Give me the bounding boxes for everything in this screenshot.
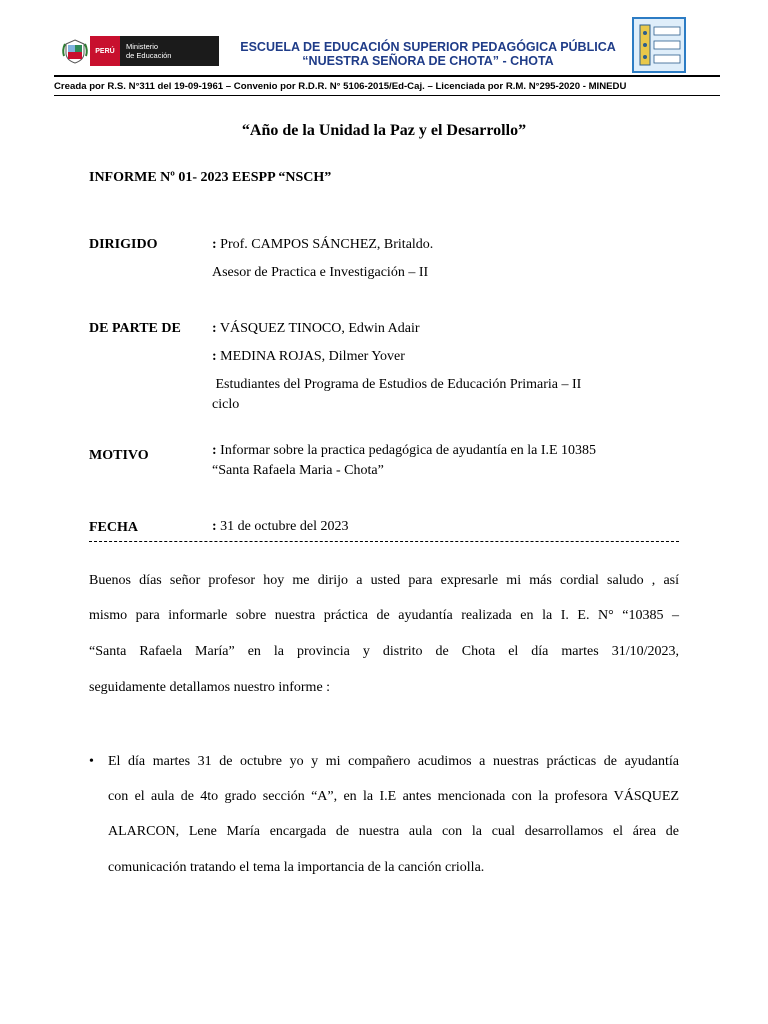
dirigido-label: DIRIGIDO — [89, 237, 158, 252]
ministry-logo — [60, 36, 219, 66]
coat-of-arms-icon — [60, 36, 90, 66]
creation-info: Creada por R.S. N°311 del 19-09-1961 – Convenio por R.D.R. N° 5106-2015/Ed-Caj. – Licenciada por R.M. N°295-2020 - MINEDU — [54, 81, 627, 92]
dirigido-line-1: Prof. CAMPOS SÁNCHEZ, Britaldo. — [220, 237, 434, 252]
peru-label: PERÚ — [90, 36, 120, 66]
intro-line-1: Buenos días señor profesor hoy me dirijo a usted para expresarle mi más cordial saludo , así — [89, 573, 679, 588]
departe-value-1 — [212, 321, 420, 337]
dashed-divider — [89, 541, 679, 542]
colon: : — [212, 443, 217, 458]
school-name — [226, 40, 630, 68]
school-crest-icon — [632, 17, 686, 73]
fecha-value — [212, 519, 348, 535]
ministry-line-2: de Educación — [126, 51, 172, 60]
motivo-line-1: Informar sobre la practica pedagógica de ayudantía en la I.E 10385 — [220, 443, 597, 458]
motivo-value — [212, 443, 596, 459]
intro-line-2: mismo para informarle sobre nuestra práctica de ayudantía realizada en la I. E. N° “10385 – — [89, 608, 679, 623]
departe-line-2: MEDINA ROJAS, Dilmer Yover — [220, 349, 405, 364]
departe-line-3: Estudiantes del Programa de Estudios de Educación Primaria – II — [212, 377, 582, 392]
departe-value-2 — [212, 349, 405, 365]
colon: : — [212, 321, 217, 336]
bullet-line-1: El día martes 31 de octubre yo y mi compañero acudimos a nuestras prácticas de ayudantía — [108, 754, 679, 769]
intro-line-4: seguidamente detallamos nuestro informe : — [89, 680, 331, 695]
dirigido-value — [212, 237, 433, 253]
departe-line-1: VÁSQUEZ TINOCO, Edwin Adair — [219, 321, 420, 336]
intro-line-3: “Santa Rafaela María” en la provincia y distrito de Chota el día martes 31/10/2023, — [89, 644, 679, 659]
report-number: INFORME Nº 01- 2023 EESPP “NSCH” — [89, 170, 332, 185]
year-title: “Año de la Unidad la Paz y el Desarrollo” — [241, 122, 527, 139]
dirigido-line-2: Asesor de Practica e Investigación – II — [212, 265, 429, 280]
bullet-line-2: con el aula de 4to grado sección “A”, en la I.E antes mencionada con la profesora VÁSQUEZ — [108, 789, 679, 804]
bullet-line-4: comunicación tratando el tema la importancia de la canción criolla. — [108, 860, 485, 875]
ministry-line-1: Ministerio — [126, 42, 159, 51]
departe-label: DE PARTE DE — [89, 321, 181, 336]
bullet-line-3: ALARCON, Lene María encargada de nuestra aula con la cual desarrollamos el área de — [108, 824, 679, 839]
header-divider-top — [54, 75, 720, 77]
bullet-symbol: • — [89, 754, 94, 769]
colon: : — [212, 519, 217, 534]
colon: : — [212, 237, 217, 252]
fecha-date: 31 de octubre del 2023 — [220, 519, 349, 534]
motivo-line-2: “Santa Rafaela Maria - Chota” — [212, 463, 384, 478]
fecha-label: FECHA — [89, 520, 138, 535]
ministry-name — [120, 36, 219, 66]
motivo-label: MOTIVO — [89, 448, 149, 463]
school-name-line-2: “NUESTRA SEÑORA DE CHOTA” - CHOTA — [302, 54, 554, 68]
colon: : — [212, 349, 217, 364]
header-divider-bottom — [54, 95, 720, 96]
departe-line-4: ciclo — [212, 397, 240, 412]
school-name-line-1: ESCUELA DE EDUCACIÓN SUPERIOR PEDAGÓGICA PÚBLICA — [240, 40, 616, 54]
